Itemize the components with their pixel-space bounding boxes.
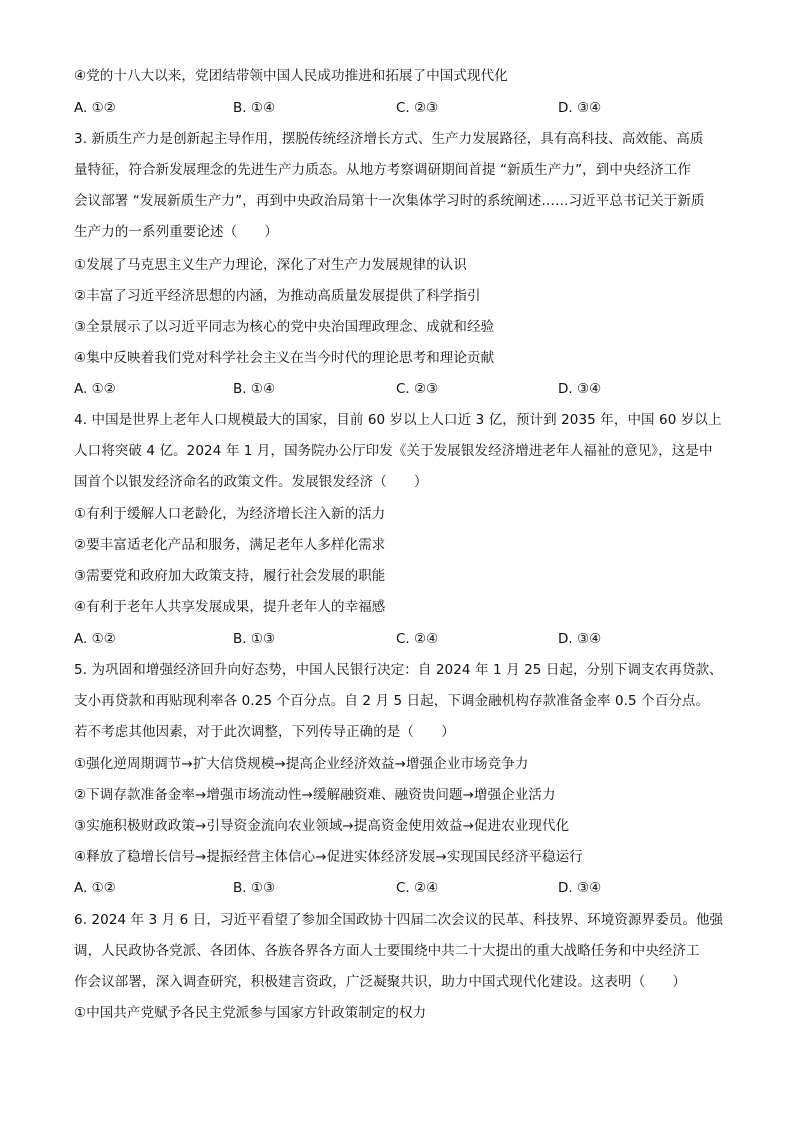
q5-stem-line: 若不考虑其他因素，对于此次调整，下列传导正确的是（ ） (74, 724, 455, 740)
q5-stem-line: 5. 为巩固和增强经济回升向好态势，中国人民银行决定：自 2024 年 1 月 25 日起，分别下调支农再贷款、 (74, 662, 723, 678)
q4-option-a: A. ①② (74, 631, 116, 647)
q3-option-a: A. ①② (74, 381, 116, 397)
q5-item3: ③实施积极财政政策→引导资金流向农业领域→提高资金使用效益→促进农业现代化 (74, 818, 570, 834)
q3-stem-line: 会议部署 “发展新质生产力”，再到中央政治局第十一次集体学习时的系统阐述……习近平总书记关于新质 (74, 193, 705, 209)
q2-option-b: B. ①④ (233, 100, 276, 116)
q3-option-c: C. ②③ (396, 381, 439, 397)
q2-option-c: C. ②③ (396, 100, 439, 116)
q4-option-b: B. ①③ (233, 631, 276, 647)
q4-item4: ④有利于老年人共享发展成果，提升老年人的幸福感 (74, 599, 386, 615)
q5-item2: ②下调存款准备金率→增强市场流动性→缓解融资难、融资贵问题→增强企业活力 (74, 787, 556, 803)
q4-stem-line: 国首个以银发经济命名的政策文件。发展银发经济（ ） (74, 474, 428, 490)
q4-item2: ②要丰富适老化产品和服务，满足老年人多样化需求 (74, 537, 386, 553)
q4-item3: ③需要党和政府加大政策支持，履行社会发展的职能 (74, 568, 386, 584)
q5-item1: ①强化逆周期调节→扩大信贷规模→提高企业经济效益→增强企业市场竞争力 (74, 756, 529, 772)
q4-item1: ①有利于缓解人口老龄化，为经济增长注入新的活力 (74, 506, 386, 522)
q5-stem-line: 支小再贷款和再贴现利率各 0.25 个百分点。自 2 月 5 日起，下调金融机构存款准备金率 0.5 个百分点。 (74, 693, 710, 709)
q6-stem-line: 作会议部署，深入调查研究，积极建言资政，广泛凝聚共识，助力中国式现代化建设。这表明（ ） (74, 974, 686, 990)
q3-item2: ②丰富了习近平经济思想的内涵，为推动高质量发展提供了科学指引 (74, 288, 481, 304)
q5-option-b: B. ①③ (233, 880, 276, 896)
q5-item4: ④释放了稳增长信号→提振经营主体信心→促进实体经济发展→实现国民经济平稳运行 (74, 849, 583, 865)
q3-option-d: D. ③④ (558, 381, 602, 397)
q6-item1: ①中国共产党赋予各民主党派参与国家方针政策制定的权力 (74, 1005, 427, 1021)
q4-option-c: C. ②④ (396, 631, 439, 647)
q4-stem-line: 4. 中国是世界上老年人口规模最大的国家，目前 60 岁以上人口近 3 亿，预计到 2035 年，中国 60 岁以上 (74, 412, 722, 428)
q3-item4: ④集中反映着我们党对科学社会主义在当今时代的理论思考和理论贡献 (74, 350, 495, 366)
q4-option-d: D. ③④ (558, 631, 602, 647)
q2-item4: ④党的十八大以来，党团结带领中国人民成功推进和拓展了中国式现代化 (74, 68, 508, 84)
q3-item1: ①发展了马克思主义生产力理论，深化了对生产力发展规律的认识 (74, 257, 468, 273)
q4-options (74, 630, 724, 648)
q3-stem-line: 3. 新质生产力是创新起主导作用，摆脱传统经济增长方式、生产力发展路径，具有高科技、高效能、高质 (74, 131, 704, 147)
q4-stem-line: 人口将突破 4 亿。2024 年 1 月，国务院办公厅印发《关于发展银发经济增进老年人福祉的意见》，这是中 (74, 443, 713, 459)
q5-options (74, 879, 724, 897)
q6-stem-line: 6. 2024 年 3 月 6 日，习近平看望了参加全国政协十四届二次会议的民革、科技界、环境资源界委员。他强 (74, 912, 724, 928)
q5-option-c: C. ②④ (396, 880, 439, 896)
q3-stem-line: 量特征，符合新发展理念的先进生产力质态。从地方考察调研期间首提 “新质生产力”，到中央经济工作 (74, 162, 691, 178)
q2-options (74, 99, 724, 117)
q3-options (74, 380, 724, 398)
q2-option-a: A. ①② (74, 100, 116, 116)
q6-stem-line: 调，人民政协各党派、各团体、各族各界各方面人士要围绕中共二十大提出的重大战略任务和中央经济工 (74, 943, 700, 959)
q3-item3: ③全景展示了以习近平同志为核心的党中央治国理政理念、成就和经验 (74, 319, 495, 335)
q5-option-a: A. ①② (74, 880, 116, 896)
q3-option-b: B. ①④ (233, 381, 276, 397)
q3-stem-line: 生产力的一系列重要论述（ ） (74, 224, 278, 240)
q2-option-d: D. ③④ (558, 100, 602, 116)
q5-option-d: D. ③④ (558, 880, 602, 896)
